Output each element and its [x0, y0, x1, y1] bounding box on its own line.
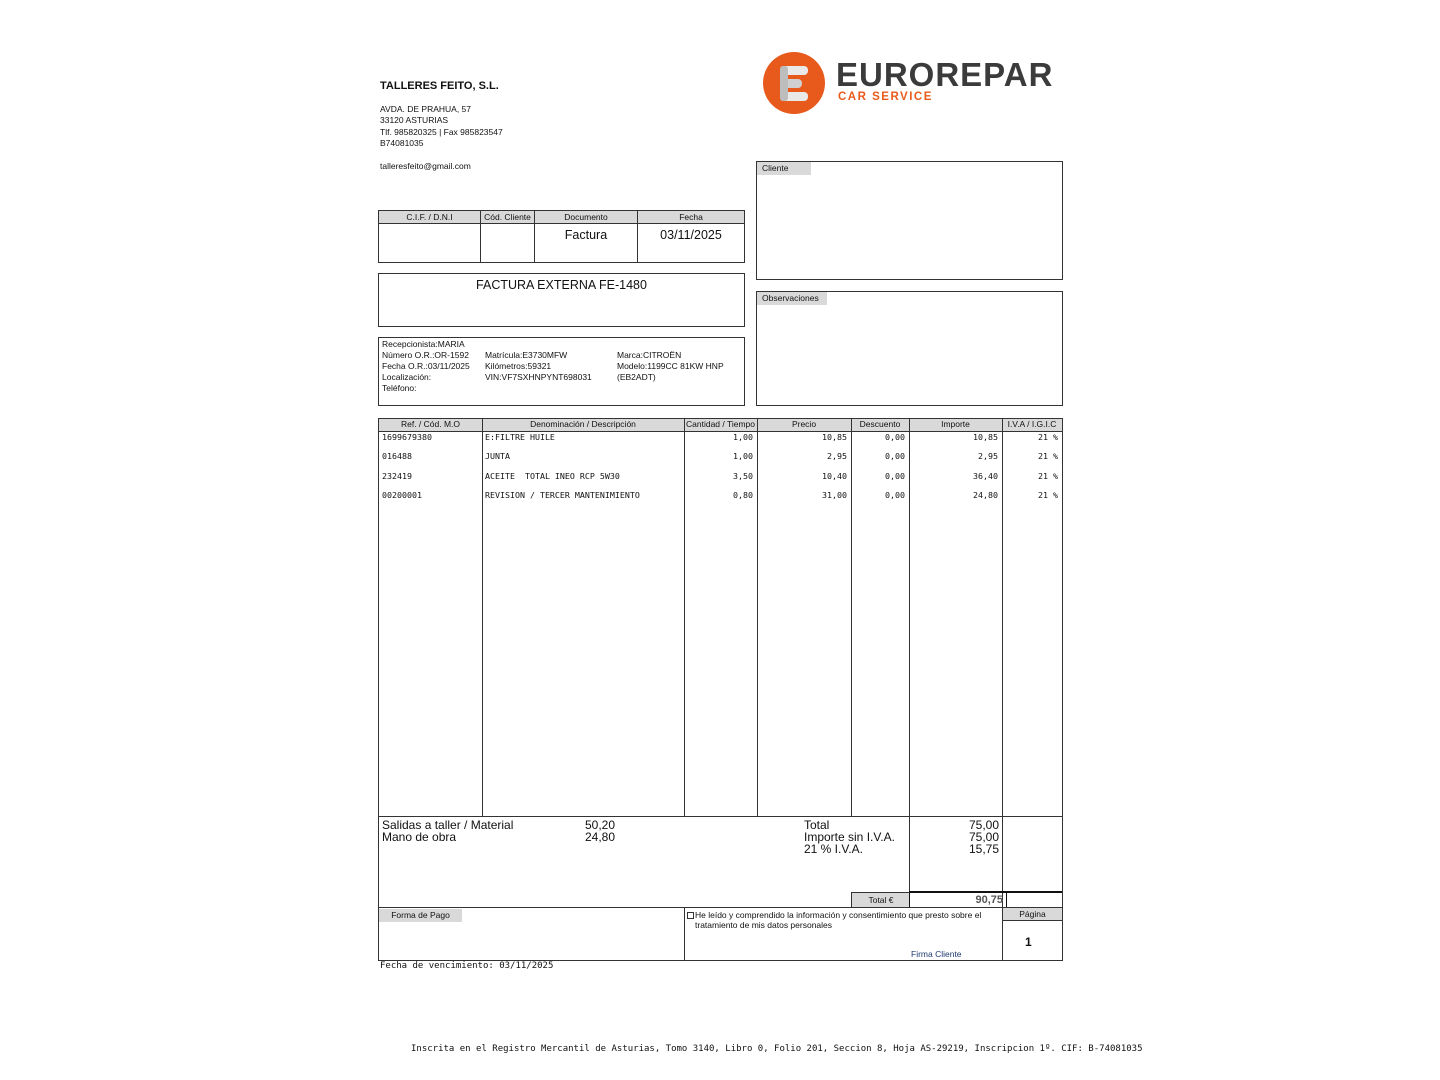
row-desc: ACEITE TOTAL INEO RCP 5W30 — [485, 470, 620, 481]
vehicle-info-box — [378, 337, 745, 406]
row-price: 10,85 — [822, 432, 847, 442]
table-row — [379, 432, 1062, 451]
numero-or: Número O.R.:OR-1592 — [382, 350, 469, 360]
col-header-amount: Importe — [909, 419, 1002, 430]
row-price: 10,40 — [822, 470, 847, 481]
invoice-title-box — [378, 273, 745, 327]
row-qty: 3,50 — [733, 470, 753, 481]
row-ref: 00200001 — [382, 489, 422, 500]
col-header-price: Precio — [757, 419, 851, 430]
modelo: Modelo:1199CC 81KW HNP — [617, 361, 724, 371]
col-header-desc: Denominación / Descripción — [482, 419, 684, 430]
total-value: 75,00 — [968, 818, 999, 832]
observaciones-label: Observaciones — [757, 292, 827, 305]
row-ref: 232419 — [382, 470, 412, 481]
eurorepar-logo — [762, 50, 1062, 116]
doc-header-table — [378, 210, 745, 263]
row-discount: 0,00 — [885, 432, 905, 442]
row-vat: 21 % — [1038, 451, 1058, 462]
logo-brand: EUROREPAR — [836, 56, 1054, 93]
row-vat: 21 % — [1038, 470, 1058, 481]
row-price: 31,00 — [822, 489, 847, 500]
payment-label: Forma de Pago — [379, 909, 462, 922]
marca: Marca:CITROËN — [617, 350, 682, 360]
vin: VIN:VF7SXHNPYNT698031 — [485, 372, 592, 382]
row-desc: REVISION / TERCER MANTENIMIENTO — [485, 489, 640, 500]
consent-checkbox[interactable] — [687, 912, 694, 919]
consent-text: He leído y comprendido la información y consentimiento que presto sobre el tratamiento de mis datos personales — [695, 910, 982, 930]
company-phone: Tlf. 985820325 | Fax 985823547 — [380, 127, 503, 137]
row-discount: 0,00 — [885, 451, 905, 462]
row-amount: 2,95 — [978, 451, 998, 462]
page-label: Página — [1003, 908, 1062, 921]
vat-label: 21 % I.V.A. — [804, 842, 863, 856]
col-header-qty: Cantidad / Tiempo — [684, 419, 757, 430]
table-row — [379, 471, 1062, 490]
value-cif — [379, 224, 481, 263]
grand-total-label: Total € — [851, 892, 910, 908]
items-table — [378, 418, 1063, 817]
labor-label: Mano de obra — [382, 830, 457, 844]
signature-label: Firma Cliente — [911, 949, 962, 959]
row-desc: E:FILTRE HUILE — [485, 432, 555, 442]
row-discount: 0,00 — [885, 489, 905, 500]
row-amount: 36,40 — [973, 470, 998, 481]
value-documento: Factura — [535, 224, 638, 263]
telefono: Teléfono: — [382, 383, 417, 393]
company-city: 33120 ASTURIAS — [380, 115, 449, 125]
recepcionista: Recepcionista:MARIA — [382, 339, 465, 349]
value-fecha: 03/11/2025 — [638, 224, 745, 263]
material-value: 50,20 — [585, 818, 616, 832]
row-qty: 1,00 — [733, 432, 753, 442]
total-label: Total — [804, 818, 830, 832]
header-fecha: Fecha — [638, 211, 745, 224]
material-label: Salidas a taller / Material — [382, 818, 514, 832]
logo-mark-icon — [762, 51, 826, 115]
observaciones-box — [756, 291, 1063, 406]
company-address: AVDA. DE PRAHUA, 57 — [380, 104, 472, 114]
logo-subtitle: CAR SERVICE — [838, 91, 933, 103]
page-number: 1 — [1025, 935, 1032, 949]
base-label: Importe sin I.V.A. — [804, 830, 895, 844]
grand-total-value: 90,75 — [909, 891, 1007, 908]
row-qty: 1,00 — [733, 451, 753, 462]
row-ref: 016488 — [382, 451, 412, 462]
company-name: TALLERES FEITO, S.L. — [380, 80, 499, 92]
col-header-vat: I.V.A / I.G.I.C — [1002, 419, 1062, 430]
fecha-or: Fecha O.R.:03/11/2025 — [382, 361, 470, 371]
summary-box — [378, 816, 1063, 908]
col-header-ref: Ref. / Cód. M.O — [379, 419, 482, 430]
row-vat: 21 % — [1038, 489, 1058, 500]
base-value: 75,00 — [968, 830, 999, 844]
row-ref: 1699679380 — [382, 432, 432, 442]
localizacion: Localización: — [382, 372, 432, 382]
row-vat: 21 % — [1038, 432, 1058, 442]
row-discount: 0,00 — [885, 470, 905, 481]
table-body — [379, 432, 1062, 509]
client-label: Cliente — [757, 162, 811, 175]
invoice-title: FACTURA EXTERNA FE-1480 — [476, 278, 647, 292]
registry-note: Inscrita en el Registro Mercantil de Asturias, Tomo 3140, Libro 0, Folio 201, Seccion 8, Hoja AS-29219, Inscripcion 1º. CIF: B-74081035 — [411, 1044, 1143, 1054]
row-price: 2,95 — [827, 451, 847, 462]
payment-footer-box — [378, 907, 1063, 961]
vat-value: 15,75 — [968, 842, 999, 856]
row-desc: JUNTA — [485, 451, 510, 462]
header-documento: Documento — [535, 211, 638, 224]
matricula: Matrícula:E3730MFW — [485, 350, 568, 360]
table-row — [379, 451, 1062, 470]
row-amount: 24,80 — [973, 489, 998, 500]
header-cif: C.I.F. / D.N.I — [379, 211, 481, 224]
value-cod-cliente — [481, 224, 535, 263]
kilometros: Kilómetros:59321 — [485, 361, 552, 371]
header-cod-cliente: Cód. Cliente — [481, 211, 535, 224]
due-date: Fecha de vencimiento: 03/11/2025 — [380, 961, 554, 971]
company-email: talleresfeito@gmail.com — [380, 161, 471, 171]
col-header-discount: Descuento — [851, 419, 909, 430]
modelo-code: (EB2ADT) — [617, 372, 656, 382]
table-row — [379, 490, 1062, 509]
client-box — [756, 161, 1063, 280]
row-qty: 0,80 — [733, 489, 753, 500]
row-amount: 10,85 — [973, 432, 998, 442]
labor-value: 24,80 — [585, 830, 616, 844]
company-tax-id: B74081035 — [380, 138, 424, 148]
